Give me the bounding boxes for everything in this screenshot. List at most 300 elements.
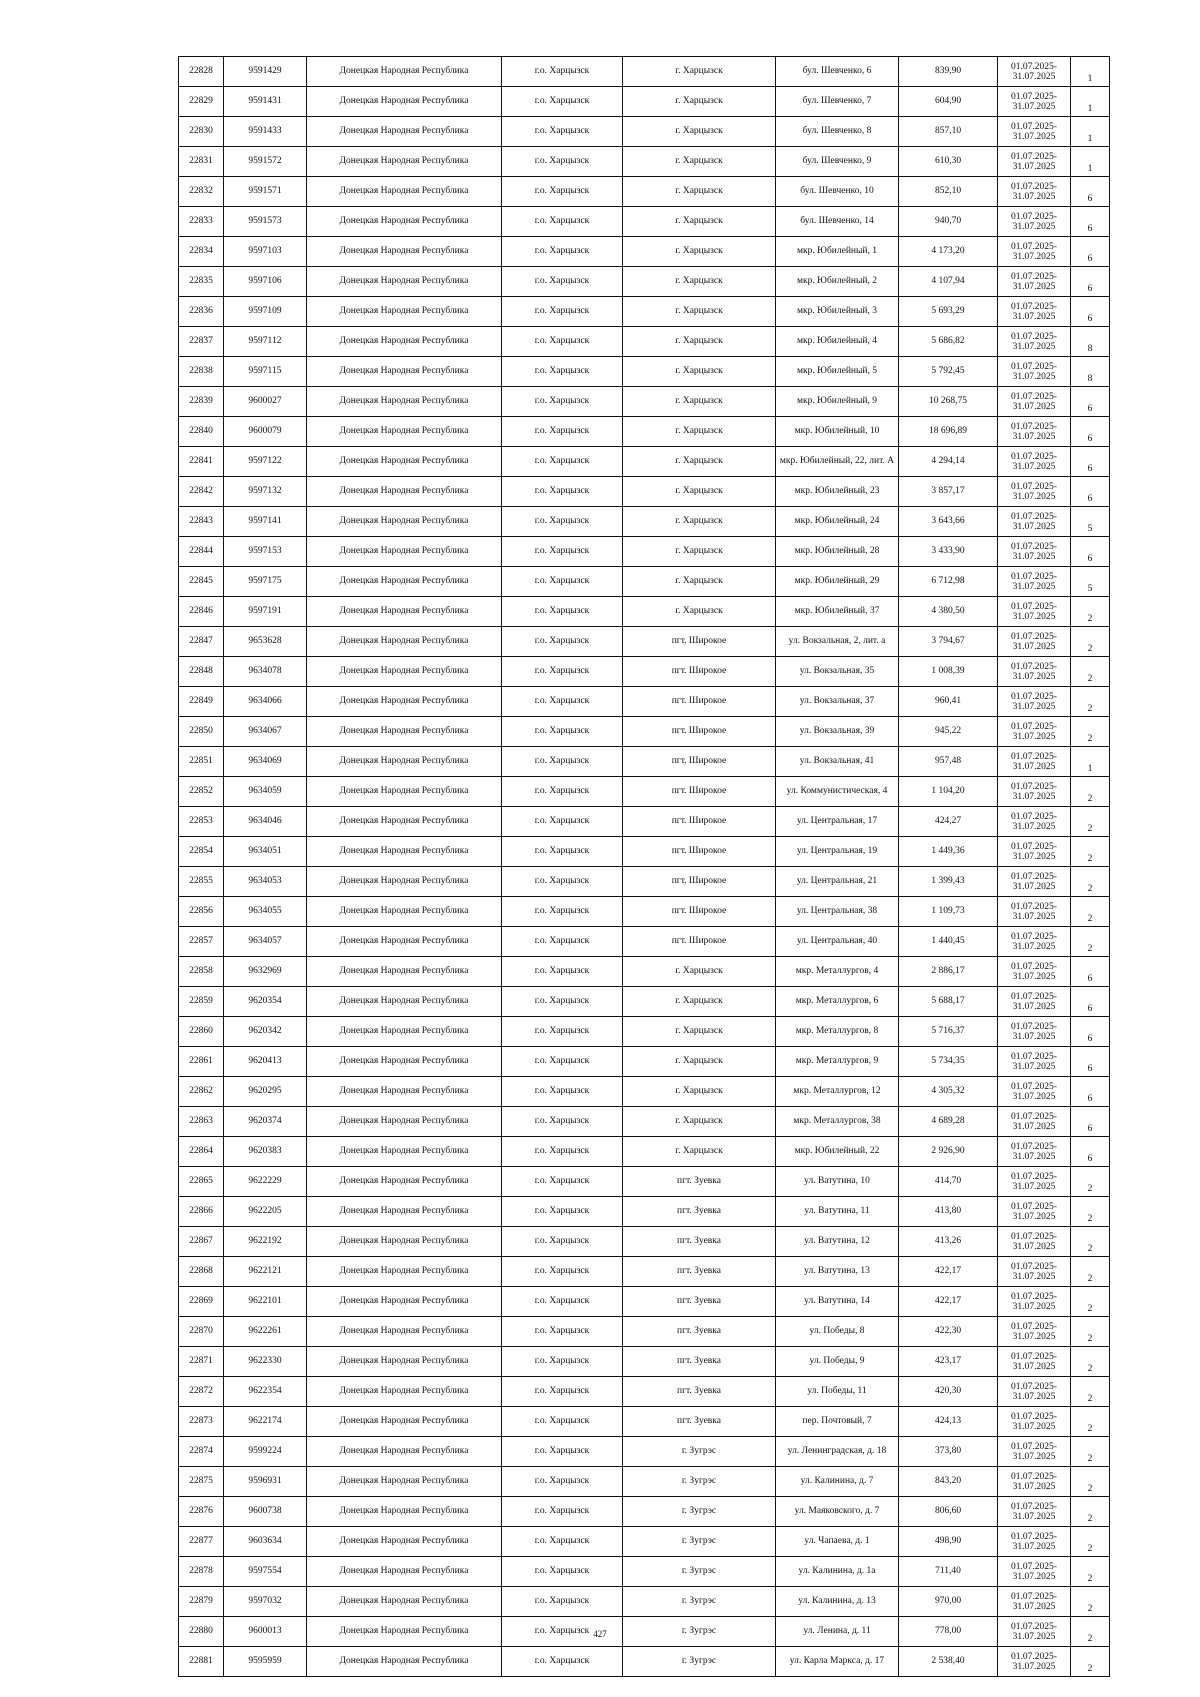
row-number: 22836 <box>179 297 224 327</box>
row-number: 22830 <box>179 117 224 147</box>
period-start: 01.07.2025- <box>1011 1531 1057 1542</box>
locality-name: г. Харцызск <box>623 1107 776 1137</box>
region-name: Донецкая Народная Республика <box>307 1287 502 1317</box>
object-code: 9622229 <box>224 1167 307 1197</box>
table-row <box>179 1107 1110 1137</box>
region-name: Донецкая Народная Республика <box>307 1407 502 1437</box>
period <box>998 1257 1071 1287</box>
period <box>998 777 1071 807</box>
region-name: Донецкая Народная Республика <box>307 987 502 1017</box>
period-start: 01.07.2025- <box>1011 121 1057 132</box>
area-value: 4 689,28 <box>899 1107 998 1137</box>
table-row <box>179 1227 1110 1257</box>
address: мкр. Юбилейный, 2 <box>776 267 899 297</box>
region-name: Донецкая Народная Республика <box>307 897 502 927</box>
period-end: 31.07.2025 <box>1012 1181 1056 1192</box>
address: мкр. Юбилейный, 4 <box>776 327 899 357</box>
address: ул. Калинина, д. 7 <box>776 1467 899 1497</box>
district-name: г.о. Харцызск <box>502 567 623 597</box>
address: ул. Ватутина, 10 <box>776 1167 899 1197</box>
object-code: 9597554 <box>224 1557 307 1587</box>
locality-name: пгт. Зуевка <box>623 1377 776 1407</box>
count-value: 2 <box>1071 1557 1110 1587</box>
address: бул. Шевченко, 14 <box>776 207 899 237</box>
period-start: 01.07.2025- <box>1011 1231 1057 1242</box>
region-name: Донецкая Народная Республика <box>307 477 502 507</box>
row-number: 22848 <box>179 657 224 687</box>
count-value: 6 <box>1071 477 1110 507</box>
object-code: 9600013 <box>224 1617 307 1647</box>
locality-name: пгт. Широкое <box>623 777 776 807</box>
locality-name: г. Зугрэс <box>623 1467 776 1497</box>
region-name: Донецкая Народная Республика <box>307 1497 502 1527</box>
area-value: 4 173,20 <box>899 237 998 267</box>
district-name: г.о. Харцызск <box>502 987 623 1017</box>
table-row <box>179 1497 1110 1527</box>
area-value: 414,70 <box>899 1167 998 1197</box>
count-value: 1 <box>1071 57 1110 87</box>
district-name: г.о. Харцызск <box>502 1317 623 1347</box>
area-value: 711,40 <box>899 1557 998 1587</box>
locality-name: пгт. Зуевка <box>623 1197 776 1227</box>
period-end: 31.07.2025 <box>1012 611 1056 622</box>
period-end: 31.07.2025 <box>1012 131 1056 142</box>
area-value: 1 008,39 <box>899 657 998 687</box>
object-code: 9622192 <box>224 1227 307 1257</box>
period-end: 31.07.2025 <box>1012 941 1056 952</box>
period-end: 31.07.2025 <box>1012 581 1056 592</box>
district-name: г.о. Харцызск <box>502 627 623 657</box>
district-name: г.о. Харцызск <box>502 387 623 417</box>
count-value: 6 <box>1071 1077 1110 1107</box>
district-name: г.о. Харцызск <box>502 327 623 357</box>
period-end: 31.07.2025 <box>1012 281 1056 292</box>
row-number: 22867 <box>179 1227 224 1257</box>
count-value: 5 <box>1071 567 1110 597</box>
district-name: г.о. Харцызск <box>502 807 623 837</box>
district-name: г.о. Харцызск <box>502 1587 623 1617</box>
object-code: 9634066 <box>224 687 307 717</box>
address: ул. Вокзальная, 39 <box>776 717 899 747</box>
period <box>998 567 1071 597</box>
district-name: г.о. Харцызск <box>502 1437 623 1467</box>
period <box>998 987 1071 1017</box>
period-end: 31.07.2025 <box>1012 1031 1056 1042</box>
table-row <box>179 1347 1110 1377</box>
locality-name: г. Харцызск <box>623 327 776 357</box>
period-start: 01.07.2025- <box>1011 1411 1057 1422</box>
period-start: 01.07.2025- <box>1011 1591 1057 1602</box>
row-number: 22843 <box>179 507 224 537</box>
row-number: 22868 <box>179 1257 224 1287</box>
period <box>998 147 1071 177</box>
district-name: г.о. Харцызск <box>502 1017 623 1047</box>
row-number: 22833 <box>179 207 224 237</box>
period <box>998 327 1071 357</box>
period-start: 01.07.2025- <box>1011 1261 1057 1272</box>
address: мкр. Юбилейный, 22 <box>776 1137 899 1167</box>
area-value: 373,80 <box>899 1437 998 1467</box>
table-row <box>179 267 1110 297</box>
region-name: Донецкая Народная Республика <box>307 627 502 657</box>
period-start: 01.07.2025- <box>1011 361 1057 372</box>
address: пер. Почтовый, 7 <box>776 1407 899 1437</box>
locality-name: г. Зугрэс <box>623 1617 776 1647</box>
period-start: 01.07.2025- <box>1011 751 1057 762</box>
district-name: г.о. Харцызск <box>502 537 623 567</box>
locality-name: г. Харцызск <box>623 477 776 507</box>
address: ул. Центральная, 40 <box>776 927 899 957</box>
period-end: 31.07.2025 <box>1012 101 1056 112</box>
region-name: Донецкая Народная Республика <box>307 207 502 237</box>
row-number: 22862 <box>179 1077 224 1107</box>
district-name: г.о. Харцызск <box>502 57 623 87</box>
address: ул. Вокзальная, 2, лит. а <box>776 627 899 657</box>
period-start: 01.07.2025- <box>1011 991 1057 1002</box>
period <box>998 1047 1071 1077</box>
period <box>998 507 1071 537</box>
table-row <box>179 1587 1110 1617</box>
period-start: 01.07.2025- <box>1011 961 1057 972</box>
table-row <box>179 507 1110 537</box>
period-start: 01.07.2025- <box>1011 61 1057 72</box>
locality-name: г. Харцызск <box>623 297 776 327</box>
period-end: 31.07.2025 <box>1012 1631 1056 1642</box>
table-row <box>179 537 1110 567</box>
count-value: 2 <box>1071 897 1110 927</box>
period-end: 31.07.2025 <box>1012 1361 1056 1372</box>
period-start: 01.07.2025- <box>1011 661 1057 672</box>
table-row <box>179 357 1110 387</box>
count-value: 1 <box>1071 117 1110 147</box>
address: мкр. Металлургов, 38 <box>776 1107 899 1137</box>
area-value: 4 380,50 <box>899 597 998 627</box>
period-start: 01.07.2025- <box>1011 1081 1057 1092</box>
row-number: 22838 <box>179 357 224 387</box>
locality-name: г. Зугрэс <box>623 1527 776 1557</box>
area-value: 5 792,45 <box>899 357 998 387</box>
period-end: 31.07.2025 <box>1012 881 1056 892</box>
locality-name: г. Харцызск <box>623 147 776 177</box>
count-value: 6 <box>1071 447 1110 477</box>
district-name: г.о. Харцызск <box>502 1527 623 1557</box>
object-code: 9597122 <box>224 447 307 477</box>
object-code: 9620295 <box>224 1077 307 1107</box>
address: бул. Шевченко, 10 <box>776 177 899 207</box>
area-value: 424,13 <box>899 1407 998 1437</box>
region-name: Донецкая Народная Республика <box>307 357 502 387</box>
district-name: г.о. Харцызск <box>502 1497 623 1527</box>
period-end: 31.07.2025 <box>1012 1121 1056 1132</box>
table-row <box>179 447 1110 477</box>
count-value: 2 <box>1071 1227 1110 1257</box>
table-row <box>179 837 1110 867</box>
table-row <box>179 747 1110 777</box>
area-value: 413,26 <box>899 1227 998 1257</box>
locality-name: г. Харцызск <box>623 537 776 567</box>
period-start: 01.07.2025- <box>1011 631 1057 642</box>
period <box>998 1287 1071 1317</box>
table-row <box>179 777 1110 807</box>
period-end: 31.07.2025 <box>1012 401 1056 412</box>
object-code: 9597109 <box>224 297 307 327</box>
table-row <box>179 1557 1110 1587</box>
region-name: Донецкая Народная Республика <box>307 597 502 627</box>
district-name: г.о. Харцызск <box>502 1197 623 1227</box>
object-code: 9597115 <box>224 357 307 387</box>
address: мкр. Юбилейный, 3 <box>776 297 899 327</box>
period <box>998 657 1071 687</box>
count-value: 6 <box>1071 1107 1110 1137</box>
row-number: 22837 <box>179 327 224 357</box>
address: ул. Победы, 11 <box>776 1377 899 1407</box>
period <box>998 1017 1071 1047</box>
locality-name: г. Зугрэс <box>623 1647 776 1677</box>
period-start: 01.07.2025- <box>1011 811 1057 822</box>
period <box>998 207 1071 237</box>
address: бул. Шевченко, 6 <box>776 57 899 87</box>
address: мкр. Юбилейный, 22, лит. А <box>776 447 899 477</box>
object-code: 9591571 <box>224 177 307 207</box>
district-name: г.о. Харцызск <box>502 1257 623 1287</box>
locality-name: г. Харцызск <box>623 1017 776 1047</box>
registry-table <box>178 56 1110 1677</box>
period <box>998 297 1071 327</box>
address: бул. Шевченко, 7 <box>776 87 899 117</box>
area-value: 610,30 <box>899 147 998 177</box>
locality-name: пгт. Широкое <box>623 897 776 927</box>
period-start: 01.07.2025- <box>1011 511 1057 522</box>
table-row <box>179 567 1110 597</box>
row-number: 22828 <box>179 57 224 87</box>
period-end: 31.07.2025 <box>1012 371 1056 382</box>
area-value: 413,80 <box>899 1197 998 1227</box>
locality-name: г. Харцызск <box>623 507 776 537</box>
period <box>998 927 1071 957</box>
object-code: 9632969 <box>224 957 307 987</box>
row-number: 22850 <box>179 717 224 747</box>
period <box>998 837 1071 867</box>
address: мкр. Юбилейный, 23 <box>776 477 899 507</box>
period <box>998 1647 1071 1677</box>
period <box>998 1527 1071 1557</box>
count-value: 2 <box>1071 1197 1110 1227</box>
row-number: 22829 <box>179 87 224 117</box>
region-name: Донецкая Народная Республика <box>307 387 502 417</box>
district-name: г.о. Харцызск <box>502 837 623 867</box>
count-value: 2 <box>1071 1437 1110 1467</box>
period-end: 31.07.2025 <box>1012 641 1056 652</box>
region-name: Донецкая Народная Республика <box>307 867 502 897</box>
region-name: Донецкая Народная Республика <box>307 1227 502 1257</box>
period <box>998 87 1071 117</box>
locality-name: г. Харцызск <box>623 237 776 267</box>
region-name: Донецкая Народная Республика <box>307 267 502 297</box>
locality-name: пгт. Широкое <box>623 867 776 897</box>
row-number: 22845 <box>179 567 224 597</box>
count-value: 2 <box>1071 1257 1110 1287</box>
locality-name: г. Зугрэс <box>623 1497 776 1527</box>
period-start: 01.07.2025- <box>1011 301 1057 312</box>
table-row <box>179 867 1110 897</box>
district-name: г.о. Харцызск <box>502 1377 623 1407</box>
area-value: 843,20 <box>899 1467 998 1497</box>
district-name: г.о. Харцызск <box>502 237 623 267</box>
period <box>998 897 1071 927</box>
district-name: г.о. Харцызск <box>502 177 623 207</box>
period <box>998 717 1071 747</box>
row-number: 22871 <box>179 1347 224 1377</box>
row-number: 22875 <box>179 1467 224 1497</box>
district-name: г.о. Харцызск <box>502 357 623 387</box>
area-value: 1 399,43 <box>899 867 998 897</box>
table-row <box>179 237 1110 267</box>
count-value: 6 <box>1071 1047 1110 1077</box>
count-value: 2 <box>1071 1347 1110 1377</box>
row-number: 22857 <box>179 927 224 957</box>
count-value: 2 <box>1071 1377 1110 1407</box>
address: мкр. Юбилейный, 5 <box>776 357 899 387</box>
locality-name: г. Харцызск <box>623 1077 776 1107</box>
period-end: 31.07.2025 <box>1012 551 1056 562</box>
area-value: 420,30 <box>899 1377 998 1407</box>
district-name: г.о. Харцызск <box>502 717 623 747</box>
count-value: 2 <box>1071 1287 1110 1317</box>
count-value: 2 <box>1071 597 1110 627</box>
address: ул. Ленинградская, д. 18 <box>776 1437 899 1467</box>
row-number: 22866 <box>179 1197 224 1227</box>
period <box>998 957 1071 987</box>
object-code: 9597175 <box>224 567 307 597</box>
object-code: 9591429 <box>224 57 307 87</box>
area-value: 3 857,17 <box>899 477 998 507</box>
object-code: 9634069 <box>224 747 307 777</box>
address: ул. Ватутина, 11 <box>776 1197 899 1227</box>
object-code: 9622330 <box>224 1347 307 1377</box>
count-value: 2 <box>1071 1647 1110 1677</box>
count-value: 2 <box>1071 1407 1110 1437</box>
count-value: 2 <box>1071 1497 1110 1527</box>
table-row <box>179 1257 1110 1287</box>
table-row <box>179 1317 1110 1347</box>
area-value: 2 886,17 <box>899 957 998 987</box>
district-name: г.о. Харцызск <box>502 147 623 177</box>
period <box>998 1077 1071 1107</box>
district-name: г.о. Харцызск <box>502 957 623 987</box>
locality-name: пгт. Широкое <box>623 837 776 867</box>
locality-name: г. Харцызск <box>623 447 776 477</box>
object-code: 9597132 <box>224 477 307 507</box>
object-code: 9622101 <box>224 1287 307 1317</box>
address: ул. Калинина, д. 13 <box>776 1587 899 1617</box>
row-number: 22854 <box>179 837 224 867</box>
object-code: 9591431 <box>224 87 307 117</box>
area-value: 839,90 <box>899 57 998 87</box>
row-number: 22859 <box>179 987 224 1017</box>
object-code: 9622174 <box>224 1407 307 1437</box>
period-end: 31.07.2025 <box>1012 911 1056 922</box>
locality-name: пгт. Широкое <box>623 747 776 777</box>
table-row <box>179 87 1110 117</box>
period <box>998 1467 1071 1497</box>
address: мкр. Металлургов, 8 <box>776 1017 899 1047</box>
period <box>998 747 1071 777</box>
period-end: 31.07.2025 <box>1012 341 1056 352</box>
area-value: 422,30 <box>899 1317 998 1347</box>
region-name: Донецкая Народная Республика <box>307 1467 502 1497</box>
region-name: Донецкая Народная Республика <box>307 1167 502 1197</box>
period-start: 01.07.2025- <box>1011 151 1057 162</box>
address: мкр. Юбилейный, 24 <box>776 507 899 537</box>
locality-name: пгт. Широкое <box>623 717 776 747</box>
object-code: 9634067 <box>224 717 307 747</box>
period <box>998 867 1071 897</box>
area-value: 18 696,89 <box>899 417 998 447</box>
object-code: 9620383 <box>224 1137 307 1167</box>
table-row <box>179 687 1110 717</box>
period-start: 01.07.2025- <box>1011 541 1057 552</box>
table-row <box>179 657 1110 687</box>
period <box>998 1377 1071 1407</box>
object-code: 9653628 <box>224 627 307 657</box>
period-start: 01.07.2025- <box>1011 1381 1057 1392</box>
district-name: г.о. Харцызск <box>502 1167 623 1197</box>
period <box>998 267 1071 297</box>
region-name: Донецкая Народная Республика <box>307 1197 502 1227</box>
period-start: 01.07.2025- <box>1011 451 1057 462</box>
count-value: 2 <box>1071 1617 1110 1647</box>
region-name: Донецкая Народная Республика <box>307 1257 502 1287</box>
locality-name: пгт. Зуевка <box>623 1167 776 1197</box>
count-value: 2 <box>1071 627 1110 657</box>
area-value: 5 693,29 <box>899 297 998 327</box>
table-row <box>179 927 1110 957</box>
area-value: 1 104,20 <box>899 777 998 807</box>
locality-name: пгт. Зуевка <box>623 1317 776 1347</box>
area-value: 4 107,94 <box>899 267 998 297</box>
row-number: 22861 <box>179 1047 224 1077</box>
count-value: 2 <box>1071 867 1110 897</box>
object-code: 9622354 <box>224 1377 307 1407</box>
locality-name: г. Харцызск <box>623 1137 776 1167</box>
period-end: 31.07.2025 <box>1012 431 1056 442</box>
area-value: 957,48 <box>899 747 998 777</box>
period-start: 01.07.2025- <box>1011 571 1057 582</box>
period <box>998 1317 1071 1347</box>
area-value: 3 794,67 <box>899 627 998 657</box>
area-value: 1 440,45 <box>899 927 998 957</box>
period-start: 01.07.2025- <box>1011 391 1057 402</box>
object-code: 9595959 <box>224 1647 307 1677</box>
period <box>998 477 1071 507</box>
locality-name: г. Харцызск <box>623 117 776 147</box>
period-end: 31.07.2025 <box>1012 1301 1056 1312</box>
table-row <box>179 1527 1110 1557</box>
table-body <box>179 57 1110 1677</box>
period-end: 31.07.2025 <box>1012 821 1056 832</box>
period-end: 31.07.2025 <box>1012 1331 1056 1342</box>
table-row <box>179 807 1110 837</box>
object-code: 9597106 <box>224 267 307 297</box>
count-value: 2 <box>1071 1317 1110 1347</box>
object-code: 9596931 <box>224 1467 307 1497</box>
period <box>998 597 1071 627</box>
period-end: 31.07.2025 <box>1012 1241 1056 1252</box>
period-end: 31.07.2025 <box>1012 221 1056 232</box>
row-number: 22851 <box>179 747 224 777</box>
period <box>998 1107 1071 1137</box>
region-name: Донецкая Народная Республика <box>307 1527 502 1557</box>
